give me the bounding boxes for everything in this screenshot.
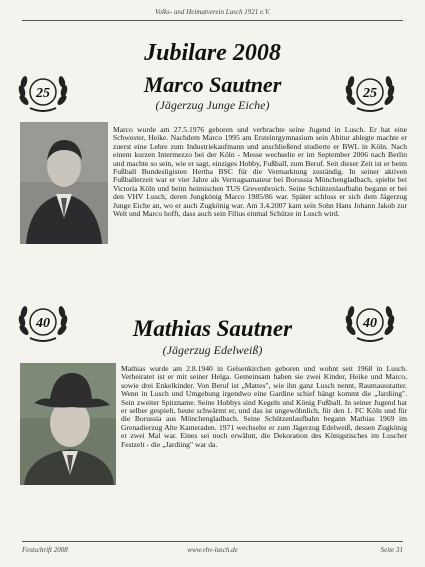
bio-paragraph-1: Marco wurde am 27.5.1976 geboren und verbrachte seine Jugend in Lusch. Er hat eine Schwester, Heike. Nachdem Marco 1995 am Ersteinrgymnasium sein Abitur ablegte machte er zuerst eine Lehre zum Industriekaufmann und anschließend studierte er BWL in Köln. Nach einem kurzen Intermezzo bei der Köln - Messe wechselte er im September 2006 nach Berlin und machte so sein, wie er sagt, einziges Hobby, Fußball, zum Beruf. Seit dieser Zeit ist er beim Fußball Bundesligisten Hertha BSC für die Vermarktung zuständig. In seiner aktiven Fußballerzeit war er vier Jahre als Vertragsamateur bei Borussia Mönchengladbach, spielte bei Victoria Köln und beim heimischen TUS Grevenbroich. Seine Schützenlaufbahn begann er bei den VHV Lusch, deren Jungkönig Marco 1985/86 war. Später schloss er sich dem Jägerzug Junge Eiche an, wo er auch Zugkönig war. Am 3.4.2007 kam sein Sohn Hans Johann Jakob zur Welt und Marco hofft, dass auch sein Filius einmal Schütze in Lusch wird. bbox=[113, 125, 407, 219]
footer-rule bbox=[22, 541, 403, 542]
bio-paragraph-2: Mathias wurde am 2.8.1940 in Gelsenkirchen geboren und wohnt seit 1968 in Lusch. Verheiratet ist er mit seiner Helga. Gemeinsam haben sie zwei Kinder, Heike und Marco, sowie drei Enkelkinder. Von Beruf ist „Mattes", wie ihn ganz Lusch nennt, Raumausstatter. Wenn in Lusch und Umgebung irgendwo eine Gardine schief hängt kommt die „Jardiing". Sein zweiter Spitzname. Seine Hobbys sind Kegeln und König Fußball. In seiner Jugend hat er selber gespielt, heute schwärmt er, und das ist ungewöhnlich, für den 1. FC Köln und für die Borussia aus Mönchengladbach. Seine Schützenlaufbahn begann Mathias 1969 im Grenadierzug Alte Kameraden. 1971 wechselte er zum Jägerzug Edelweiß, dessen Zugkönig er zwei Mal war. Eines sei noch erwähnt, die Dekoration des Königstisches im Luscher Festzelt - die „Jardiing" war da. bbox=[121, 364, 407, 449]
bio-text-2 bbox=[20, 365, 407, 535]
badge-number: 25 bbox=[363, 86, 377, 101]
page-title: Jubilare 2008 bbox=[144, 40, 281, 66]
badge-number: 40 bbox=[36, 316, 50, 331]
header-rule bbox=[22, 20, 403, 21]
badge-number: 40 bbox=[363, 316, 377, 331]
bio-text-1 bbox=[20, 126, 407, 286]
jubilee-name-1: Marco Sautner bbox=[143, 72, 282, 97]
jubilee-group-1: (Jägerzug Junge Eiche) bbox=[155, 98, 270, 112]
jubilee-name-2: Mathias Sautner bbox=[132, 316, 293, 341]
jubilee-group-2: (Jägerzug Edelweiß) bbox=[162, 343, 263, 357]
footer-page-number: Seite 31 bbox=[380, 546, 403, 554]
badge-number: 25 bbox=[36, 86, 50, 101]
footer-left: Festschrift 2008 bbox=[22, 546, 68, 554]
footer-website-link[interactable]: www.vhv-lusch.de bbox=[187, 546, 238, 554]
running-header: Volks- und Heimatverein Lusch 1921 e.V. bbox=[155, 8, 270, 16]
